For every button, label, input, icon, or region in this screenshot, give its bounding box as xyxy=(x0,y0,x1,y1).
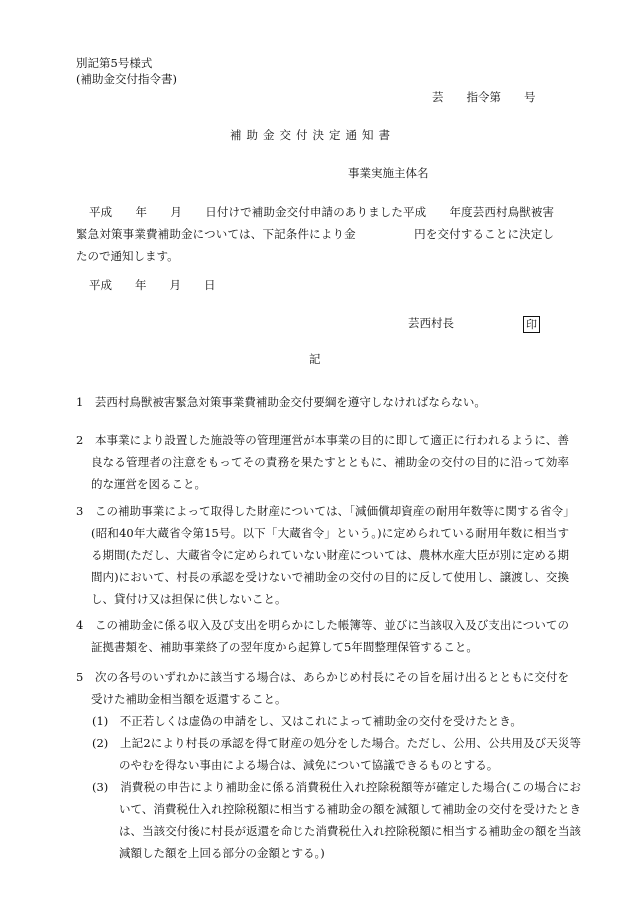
sub-item-1: (1) 不正若しくは虚偽の申請をし、又はこれによって補助金の交付を受けたとき。 xyxy=(92,714,522,728)
condition-4: 4 この補助金に係る収入及び支出を明らかにした帳簿等、並びに当該収入及び支出についての証拠書類を、補助事業終了の翌年度から起算して5年間整理保管すること。 xyxy=(76,618,569,654)
body-text: 平成 年 月 日付けで補助金交付申請のありました平成 年度芸西村鳥獣被害緊急対策事業費補助金については、下記条件により金 円を交付することに決定したので通知します。 xyxy=(76,205,554,263)
seal-mark: 印 xyxy=(523,316,540,333)
issuer: 芸西村長 xyxy=(408,316,454,330)
condition-2: 2 本事業により設置した施設等の管理運営が本事業の目的に即して適正に行われるように、善良なる管理者の注意をもってその責務を果たすとともに、補助金の交付の目的に沿って効率的な運営を図ること。 xyxy=(76,433,569,491)
condition-5: 5 次の各号のいずれかに該当する場合は、あらかじめ村長にその旨を届け出るとともに交付を受けた補助金相当額を返還すること。 xyxy=(76,670,569,706)
page-title: 補助金交付決定通知書 xyxy=(230,128,395,142)
sub-item-2: (2) 上記2により村長の承認を得て財産の処分をした場合。ただし、公用、公共用及び天災等のやむを得ない事由による場合は、減免について協議できるものとする。 xyxy=(92,736,581,772)
condition-1: 1 芸西村鳥獣被害緊急対策事業費補助金交付要綱を遵守しなければならない。 xyxy=(76,395,486,409)
issue-date: 平成 年 月 日 xyxy=(89,278,216,292)
document-number: 芸 指令第 号 xyxy=(432,90,536,104)
form-number: 別記第5号様式 xyxy=(76,56,153,70)
recipient-name: 事業実施主体名 xyxy=(348,166,429,180)
sub-item-3: (3) 消費税の申告により補助金に係る消費税仕入れ控除税額等が確定した場合(この場合において、消費税仕入れ控除税額に相当する補助金の額を減額して補助金の交付を受けたときは、当該交付後に村長が返還を命じた消費税仕入れ控除税額に相当する補助金の額を当該減額した額を上回る部分の金額とする。) xyxy=(92,780,581,860)
condition-3: 3 この補助事業によって取得した財産については、「減価償却資産の耐用年数等に関する省令」(昭和40年大蔵省令第15号。以下「大蔵省令」という。)に定められている耐用年数に相当する期間(ただし、大蔵省令に定められていない財産については、農林水産大臣が別に定める期間内)において、村長の承認を受けないで補助金の交付の目的に反して使用し、譲渡し、交換し、貸付け又は担保に供しないこと。 xyxy=(76,504,569,606)
form-name: (補助金交付指令書) xyxy=(76,72,177,86)
ki-heading: 記 xyxy=(309,352,321,366)
